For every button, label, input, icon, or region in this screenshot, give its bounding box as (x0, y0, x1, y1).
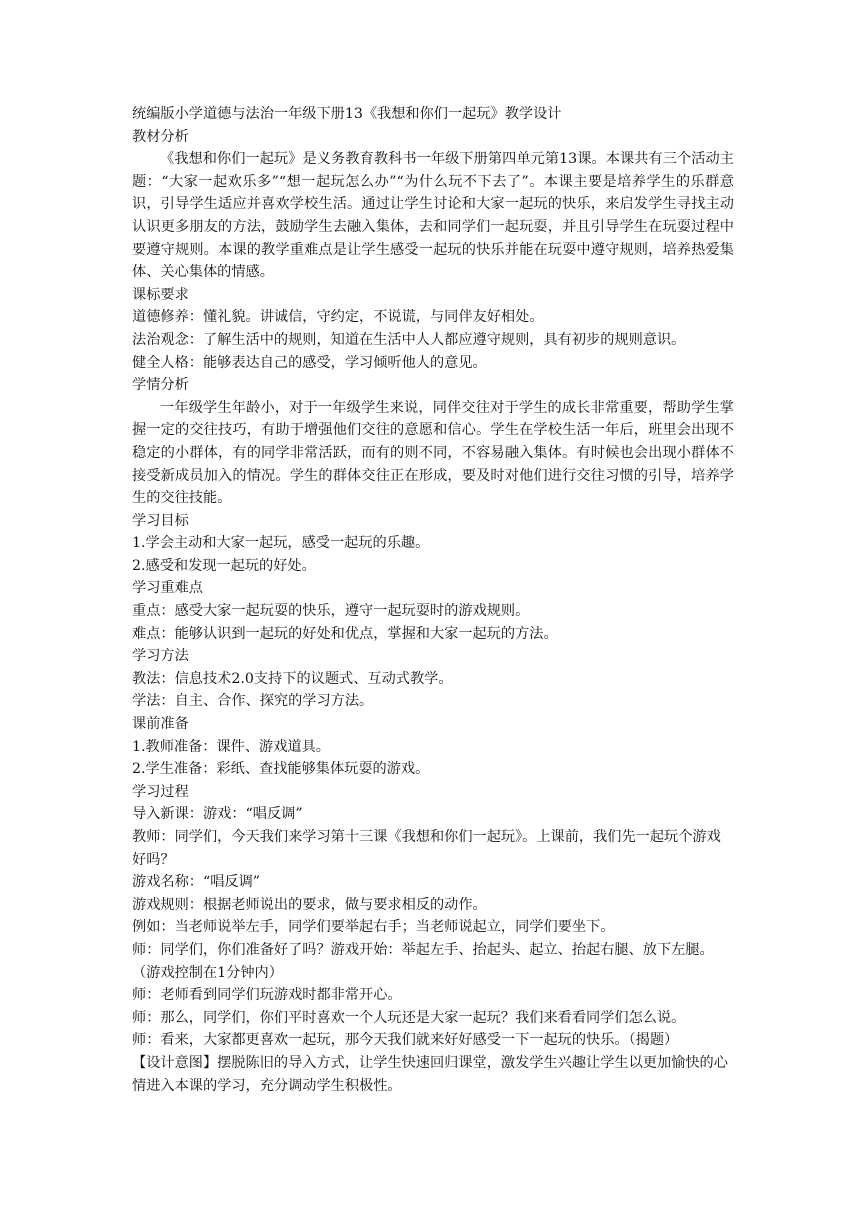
teacher-preparation: 1.教师准备：课件、游戏道具。 (132, 738, 330, 755)
section-heading-curriculum-standards: 课标要求 (132, 286, 189, 303)
process-design-intent: 【设计意图】摆脱陈旧的导入方式，让学生快速回归课堂，激发学生兴趣让学生以更加愉快的心情进入本课的学习，充分调动学生积极性。 (132, 1054, 728, 1094)
process-teacher-observe: 师：老师看到同学们玩游戏时都非常开心。 (132, 987, 402, 1004)
process-intro: 导入新课：游戏：“唱反调” (132, 806, 303, 823)
student-analysis-paragraph: 一年级学生年龄小，对于一年级学生来说，同伴交往对于学生的成长非常重要，帮助学生掌握一定的交往技巧，有助于增强他们交往的意愿和信心。学生在学校生活一年后，班里会出现不稳定的小群体，有的同学非常活跃，而有的则不同，不容易融入集体。有时候也会出现小群体不接受新成员加入的情况。学生的群体交往正在形成，要及时对他们进行交往习惯的引导，培养学生的交往技能。 (132, 399, 734, 507)
process-game-name: 游戏名称：“唱反调” (132, 874, 261, 891)
process-game-start: 师：同学们，你们准备好了吗？游戏开始：举起左手、抬起头、起立、抬起右腿、放下左腿。（游戏控制在1分钟内） (132, 941, 714, 981)
curriculum-line-law: 法治观念：了解生活中的规则，知道在生活中人人都应遵守规则，具有初步的规则意识。 (132, 331, 686, 348)
learning-goal-1: 1.学会主动和大家一起玩，感受一起玩的乐趣。 (132, 535, 430, 552)
section-heading-learning-goals: 学习目标 (132, 512, 189, 529)
document-page (132, 103, 734, 1097)
process-teacher-reveal: 师：看来，大家都更喜欢一起玩，那今天我们就来好好感受一下一起玩的快乐。（揭题） (132, 1032, 679, 1049)
process-game-rules: 游戏规则：根据老师说出的要求，做与要求相反的动作。 (132, 896, 487, 913)
document-title: 统编版小学道德与法治一年级下册13《我想和你们一起玩》教学设计 (132, 106, 562, 122)
learning-goal-2: 2.感受和发现一起玩的好处。 (132, 557, 316, 574)
process-teacher-question: 师：那么，同学们，你们平时喜欢一个人玩还是大家一起玩？我们来看看同学们怎么说。 (132, 1009, 686, 1026)
teaching-method: 教法：信息技术2.0支持下的议题式、互动式教学。 (132, 670, 453, 687)
section-heading-key-points: 学习重难点 (132, 580, 203, 597)
section-heading-textbook-analysis: 教材分析 (132, 128, 189, 145)
key-point: 重点：感受大家一起玩耍的快乐，遵守一起玩耍时的游戏规则。 (132, 603, 530, 620)
learning-method: 学法：自主、合作、探究的学习方法。 (132, 693, 374, 710)
section-heading-learning-process: 学习过程 (132, 783, 189, 800)
section-heading-preparation: 课前准备 (132, 716, 189, 733)
student-preparation: 2.学生准备：彩纸、查找能够集体玩耍的游戏。 (132, 761, 430, 778)
curriculum-line-personality: 健全人格：能够表达自己的感受，学习倾听他人的意见。 (132, 354, 487, 371)
process-example: 例如：当老师说举左手，同学们要举起右手；当老师说起立，同学们要坐下。 (132, 919, 615, 936)
textbook-analysis-paragraph: 《我想和你们一起玩》是义务教育教科书一年级下册第四单元第13课。本课共有三个活动主题：“大家一起欢乐多”“想一起玩怎么办”“为什么玩不下去了”。本课主要是培养学生的乐群意识，引导学生适应并喜欢学校生活。通过让学生讨论和大家一起玩的快乐，来启发学生寻找主动认识更多朋友的方法，鼓励学生去融入集体，去和同学们一起玩耍，并且引导学生在玩耍过程中要遵守规则。本课的教学重难点是让学生感受一起玩的快乐并能在玩耍中遵守规则，培养热爱集体、关心集体的情感。 (132, 151, 734, 281)
process-teacher-opening: 教师：同学们，今天我们来学习第十三课《我想和你们一起玩》。上课前，我们先一起玩个游戏好吗？ (132, 829, 721, 868)
curriculum-line-morality: 道德修养：懂礼貌。讲诚信，守约定，不说谎，与同伴友好相处。 (132, 309, 544, 326)
section-heading-student-analysis: 学情分析 (132, 377, 189, 394)
difficult-point: 难点：能够认识到一起玩的好处和优点，掌握和大家一起玩的方法。 (132, 625, 558, 642)
section-heading-learning-methods: 学习方法 (132, 648, 189, 665)
